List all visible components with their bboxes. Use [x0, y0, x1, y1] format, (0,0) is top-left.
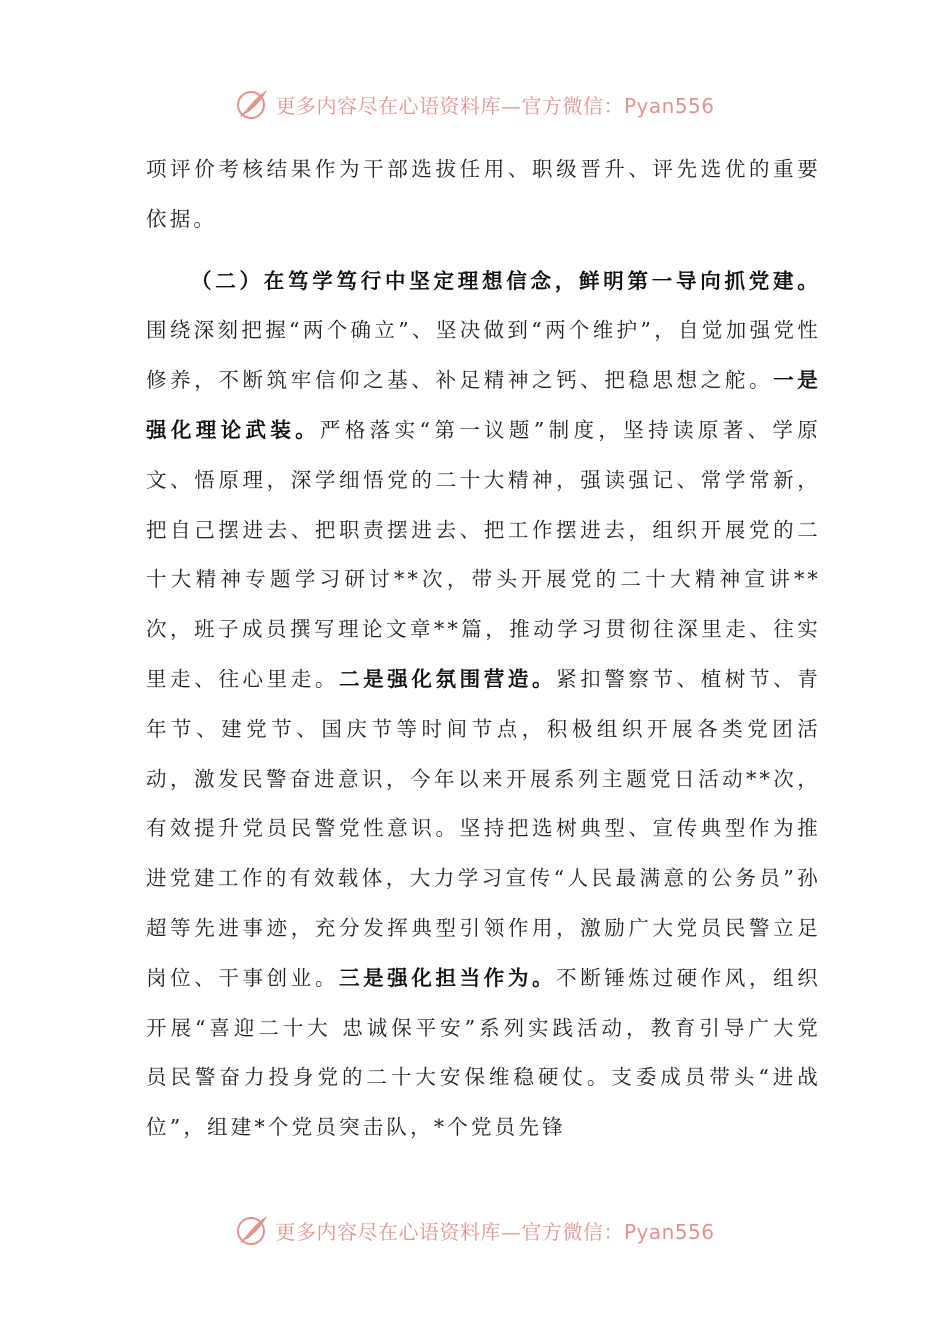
section-heading: （二）在笃学笃行中坚定理想信念，鲜明第一导向抓党建。: [191, 268, 821, 293]
banner-text: 更多内容尽在心语资料库—官方微信：: [275, 1219, 624, 1244]
paragraph-text: 项评价考核结果作为干部选拔任用、职级晋升、评先选优的重要依据。: [146, 157, 821, 231]
paragraph-text: 围绕深刻把握“两个确立”、坚决做到“两个维护”，自觉加强党性修养，不断筑牢信仰之基、补足精神之钙、把稳思想之舵。: [146, 318, 821, 393]
point-heading-1: 一是强化理论武装。: [146, 368, 821, 442]
quill-pen-icon: [235, 1212, 271, 1248]
banner-text: 更多内容尽在心语资料库—官方微信：: [275, 93, 624, 118]
footer-banner: [0, 1208, 950, 1252]
paragraph-1: [146, 145, 821, 245]
quill-pen-icon: [235, 86, 271, 122]
paragraph-text: 紧扣警察节、植树节、青年节、建党节、国庆节等时间节点，积极组织开展各类党团活动，激发民警奋进意识，今年以来开展系列主题党日活动**次，有效提升党员民警党性意识。坚持把选树典型、宣传典型作为推进党建工作的有效载体，大力学习宣传“人民最满意的公务员”孙超等先进事迹，充分发挥典型引领作用，激励广大党员民警立足岗位、干事创业。: [146, 666, 821, 990]
point-heading-3: 三是强化担当作为。: [338, 965, 557, 990]
banner-account: Pyan556: [623, 1219, 715, 1244]
paragraph-2: [146, 257, 821, 1153]
header-banner: [0, 82, 950, 126]
banner-account: Pyan556: [623, 93, 715, 118]
document-body: [146, 145, 821, 1153]
paragraph-text: 不断锤炼过硬作风，组织开展“喜迎二十大 忠诚保平安”系列实践活动，教育引导广大党员民警奋力投身党的二十大安保维稳硬仗。支委成员带头“进战位”，组建*个党员突击队，*个党员先锋: [146, 965, 821, 1140]
paragraph-text: 严格落实“第一议题”制度，坚持读原著、学原文、悟原理，深学细悟党的二十大精神，强读强记、常学常新，把自己摆进去、把职责摆进去、把工作摆进去，组织开展党的二十大精神专题学习研讨**次，带头开展党的二十大精神宣讲**次，班子成员撰写理论文章**篇，推动学习贯彻往深里走、往实里走、往心里走。: [146, 417, 821, 691]
point-heading-2: 二是强化氛围营造。: [338, 666, 557, 691]
